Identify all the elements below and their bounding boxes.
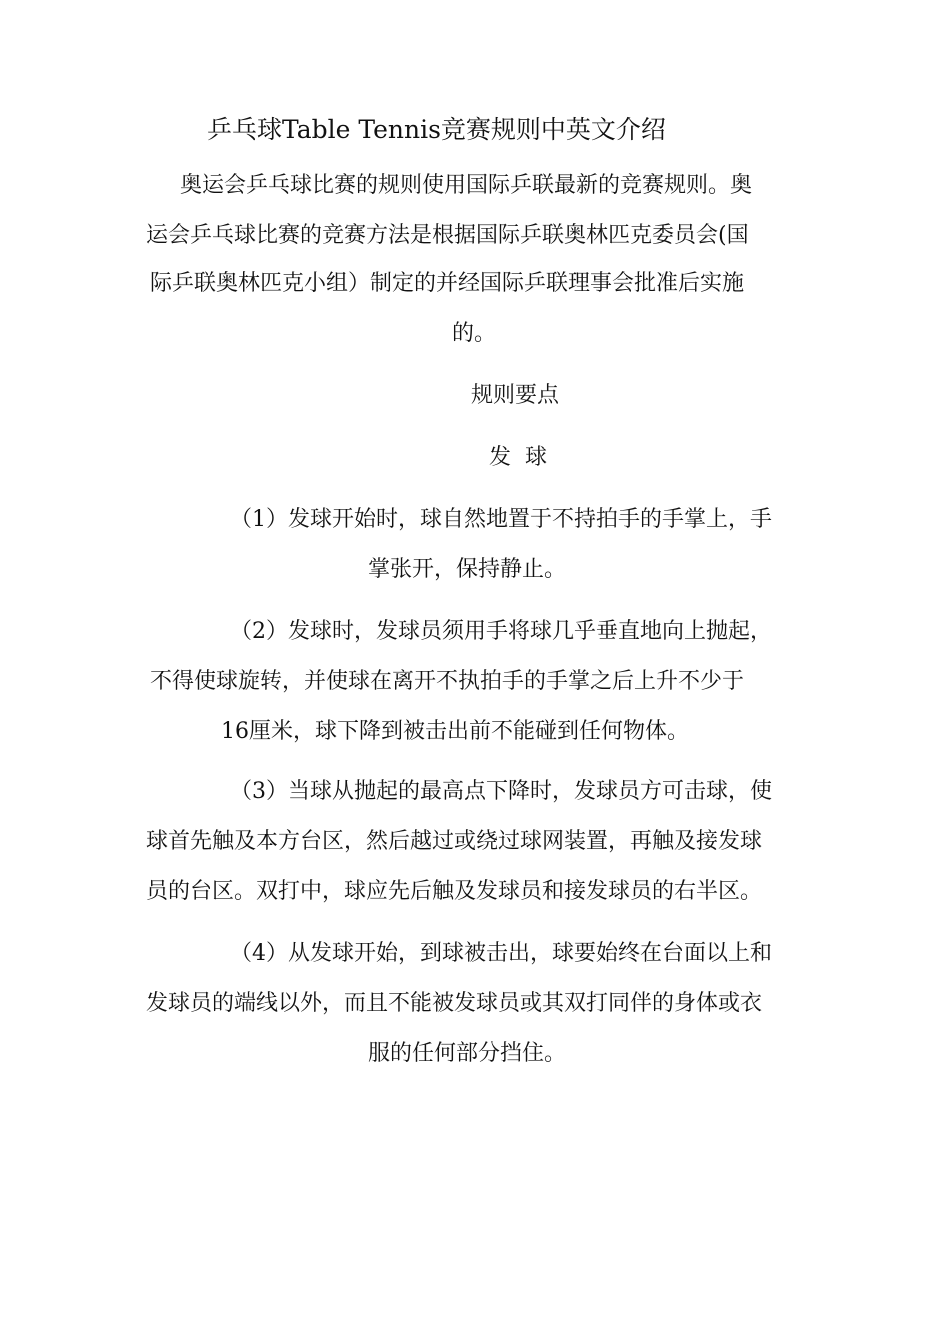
rule-4-line: 发球员的端线以外，而且不能被发球员或其双打同伴的身体或衣 — [146, 991, 763, 1016]
document-title: 乒乓球Table Tennis竞赛规则中英文介绍 — [207, 115, 666, 144]
intro-line: 的。 — [452, 321, 497, 346]
rule-3-line: 球首先触及本方台区，然后越过或绕过球网装置，再触及接发球 — [146, 829, 763, 854]
intro-line: 运会乒乓球比赛的竞赛方法是根据国际乒联奥林匹克委员会(国 — [146, 223, 749, 248]
intro-line: 际乒联奥林匹克小组）制定的并经国际乒联理事会批准后实施 — [150, 271, 745, 296]
rule-3-line: （3）当球从抛起的最高点下降时，发球员方可击球，使 — [230, 779, 772, 804]
rule-2-line: 不得使球旋转，并使球在离开不执拍手的手掌之后上升不少于 — [150, 669, 745, 694]
rule-1-line: （1）发球开始时，球自然地置于不持拍手的手掌上，手 — [230, 507, 772, 532]
rule-1-line: 掌张开，保持静止。 — [368, 557, 567, 582]
intro-line: 奥运会乒乓球比赛的规则使用国际乒联最新的竞赛规则。奥 — [180, 173, 753, 198]
subsection-heading: 发 球 — [489, 445, 547, 470]
rule-4-line: （4）从发球开始，到球被击出，球要始终在台面以上和 — [230, 941, 772, 966]
rule-2-line: 16厘米，球下降到被击出前不能碰到任何物体。 — [221, 719, 689, 744]
rule-2-line: （2）发球时，发球员须用手将球几乎垂直地向上抛起， — [230, 619, 772, 644]
rule-4-line: 服的任何部分挡住。 — [368, 1041, 567, 1066]
rule-3-line: 员的台区。双打中，球应先后触及发球员和接发球员的右半区。 — [146, 879, 763, 904]
section-heading: 规则要点 — [471, 383, 560, 408]
